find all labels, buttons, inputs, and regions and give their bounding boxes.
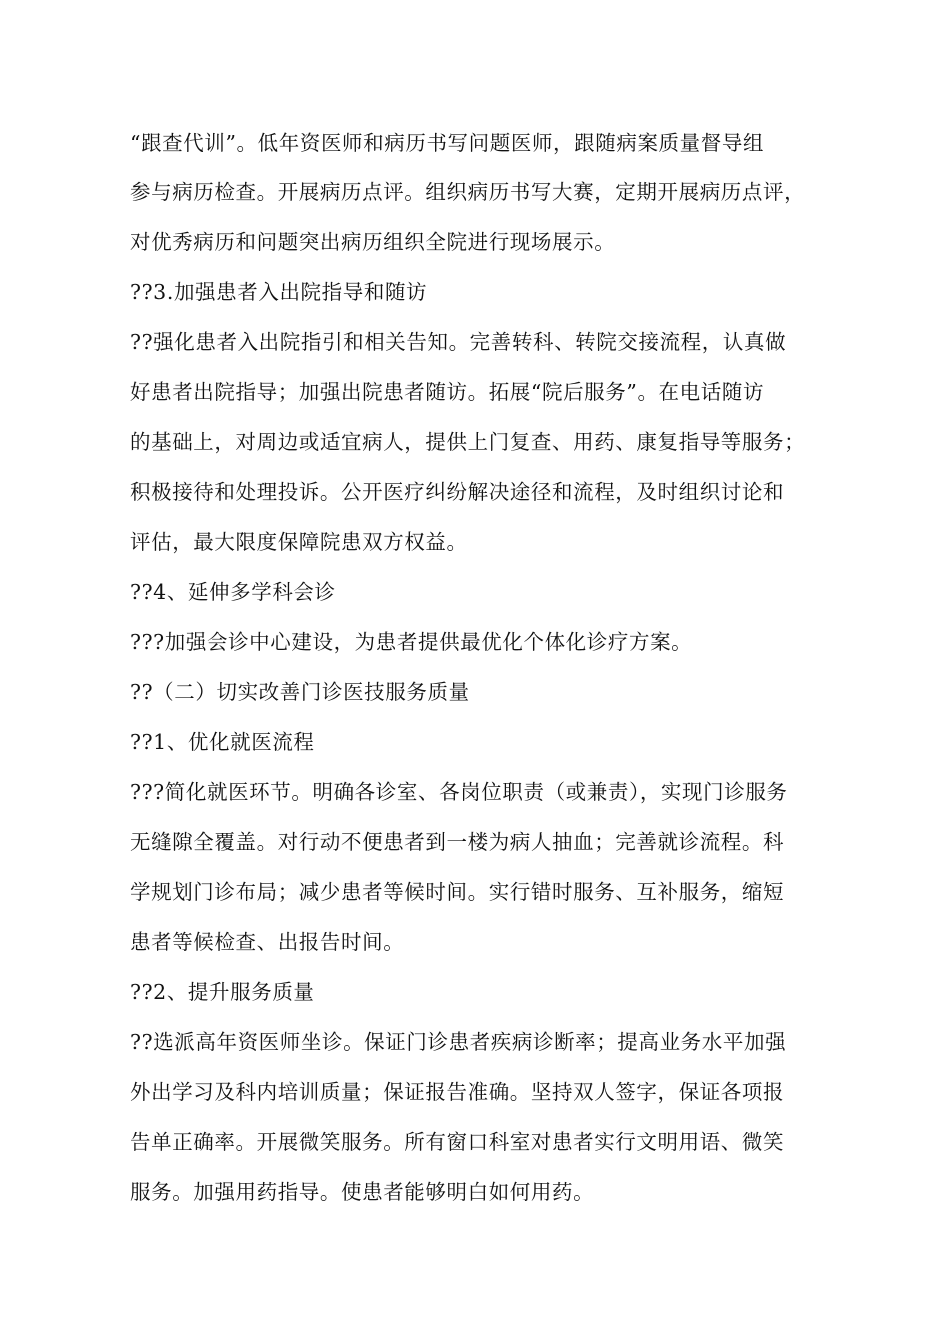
text-line: 外出学习及科内培训质量；保证报告准确。坚持双人签字，保证各项报 bbox=[130, 1080, 785, 1104]
text-line: 患者等候检查、出报告时间。 bbox=[130, 930, 405, 954]
section-heading: ??3.加强患者入出院指导和随访 bbox=[130, 280, 428, 304]
text-line: “跟查代训”。低年资医师和病历书写问题医师，跟随病案质量督导组 bbox=[130, 131, 765, 155]
section-heading: ??2、提升服务质量 bbox=[130, 980, 315, 1004]
text-line: 服务。加强用药指导。使患者能够明白如何用药。 bbox=[130, 1180, 595, 1204]
text-line: 参与病历检查。开展病历点评。组织病历书写大赛，定期开展病历点评， bbox=[130, 180, 806, 204]
text-line: ???加强会诊中心建设，为患者提供最优化个体化诊疗方案。 bbox=[130, 630, 693, 654]
section-heading: ??4、延伸多学科会诊 bbox=[130, 580, 336, 604]
text-line: ???简化就医环节。明确各诊室、各岗位职责（或兼责），实现门诊服务 bbox=[130, 780, 788, 804]
text-line: 的基础上，对周边或适宜病人，提供上门复查、用药、康复指导等服务； bbox=[130, 430, 806, 454]
text-line: ??选派高年资医师坐诊。保证门诊患者疾病诊断率；提高业务水平加强 bbox=[130, 1030, 787, 1054]
section-heading: ??（二）切实改善门诊医技服务质量 bbox=[130, 680, 470, 704]
text-line: 评估，最大限度保障院患双方权益。 bbox=[130, 530, 468, 554]
text-line: 积极接待和处理投诉。公开医疗纠纷解决途径和流程，及时组织讨论和 bbox=[130, 480, 785, 504]
text-line: 好患者出院指导；加强出院患者随访。拓展“院后服务”。在电话随访 bbox=[130, 380, 765, 404]
text-line: 对优秀病历和问题突出病历组织全院进行现场展示。 bbox=[130, 230, 616, 254]
text-line: 告单正确率。开展微笑服务。所有窗口科室对患者实行文明用语、微笑 bbox=[130, 1130, 785, 1154]
text-line: 无缝隙全覆盖。对行动不便患者到一楼为病人抽血；完善就诊流程。科 bbox=[130, 830, 785, 854]
text-line: 学规划门诊布局；减少患者等候时间。实行错时服务、互补服务，缩短 bbox=[130, 880, 785, 904]
text-line: ??强化患者入出院指引和相关告知。完善转科、转院交接流程，认真做 bbox=[130, 330, 787, 354]
section-heading: ??1、优化就医流程 bbox=[130, 730, 315, 754]
